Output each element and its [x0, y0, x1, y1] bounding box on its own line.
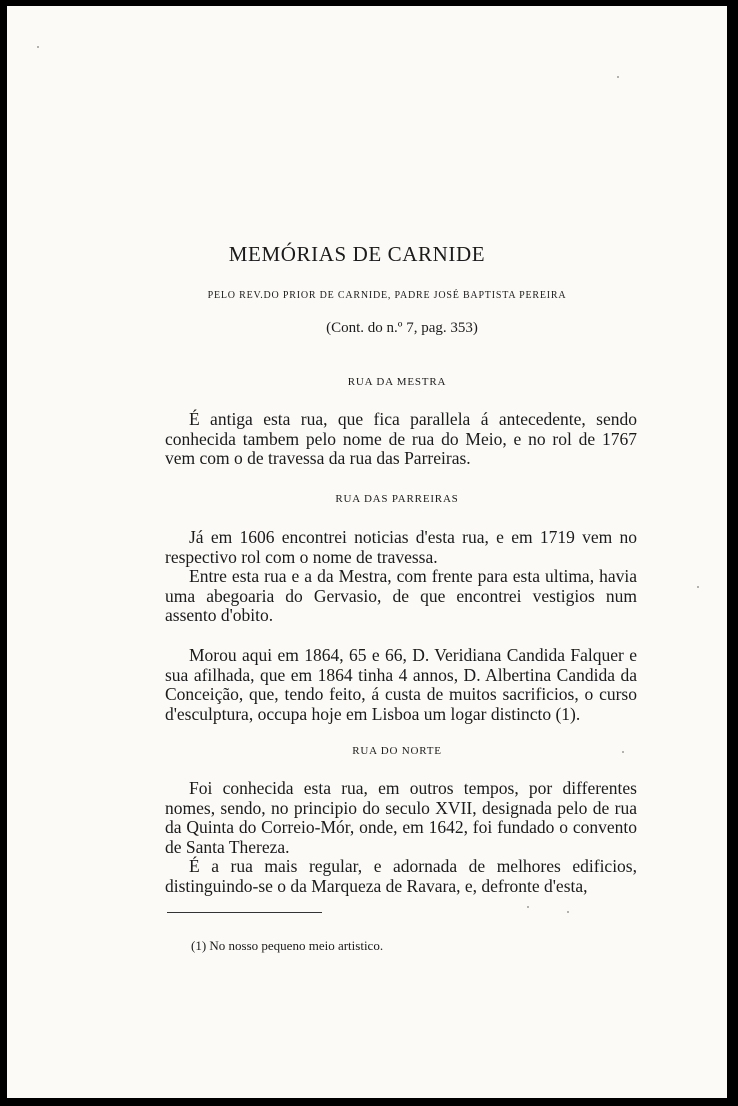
section-heading-rua-do-norte: RUA DO NORTE	[352, 745, 442, 757]
section-body-rua-das-parreiras	[165, 528, 637, 724]
section-body-rua-da-mestra	[165, 410, 637, 469]
paragraph: É a rua mais regular, e adornada de melhores edificios, distinguindo-se o da Marqueza de Ravara, e, defronte d'esta,	[165, 856, 637, 896]
footnote-divider	[167, 912, 322, 913]
paragraph: É antiga esta rua, que fica parallela á antecedente, sendo conhecida tambem pelo nome de rua do Meio, e no rol de 1767 vem com o de travessa da rua das Parreiras.	[165, 409, 637, 469]
paragraph: Já em 1606 encontrei noticias d'esta rua, e em 1719 vem no respectivo rol com o nome de travessa.	[165, 527, 637, 567]
continuation-note: (Cont. do n.º 7, pag. 353)	[326, 320, 478, 336]
footnote: (1) No nosso pequeno meio artistico.	[191, 938, 384, 953]
section-heading-rua-da-mestra: RUA DA MESTRA	[347, 376, 447, 388]
document-page	[7, 6, 727, 1098]
paragraph: Foi conhecida esta rua, em outros tempos, por differentes nomes, sendo, no principio do seculo XVII, designada pelo de rua da Quinta do Correio-Mór, onde, em 1642, foi fundado o convento de Santa Thereza.	[165, 778, 637, 857]
section-body-rua-do-norte	[165, 779, 637, 897]
paragraph: Morou aqui em 1864, 65 e 66, D. Veridiana Candida Falquer e sua afilhada, que em 1864 tinha 4 annos, D. Albertina Candida da Conceição, que, tendo feito, á custa de muitos sacrificios, o curso d'esculptura, occupa hoje em Lisboa um logar distincto (1).	[165, 644, 637, 724]
author-byline: PELO REV.DO PRIOR DE CARNIDE, PADRE JOSÉ BAPTISTA PEREIRA	[207, 290, 567, 301]
page-title: MEMÓRIAS DE CARNIDE	[228, 242, 486, 266]
paragraph: Entre esta rua e a da Mestra, com frente para esta ultima, havia uma abegoaria do Gervasio, de que encontrei vestigios num assento d'obito.	[165, 566, 637, 626]
section-heading-rua-das-parreiras: RUA DAS PARREIRAS	[335, 493, 459, 505]
